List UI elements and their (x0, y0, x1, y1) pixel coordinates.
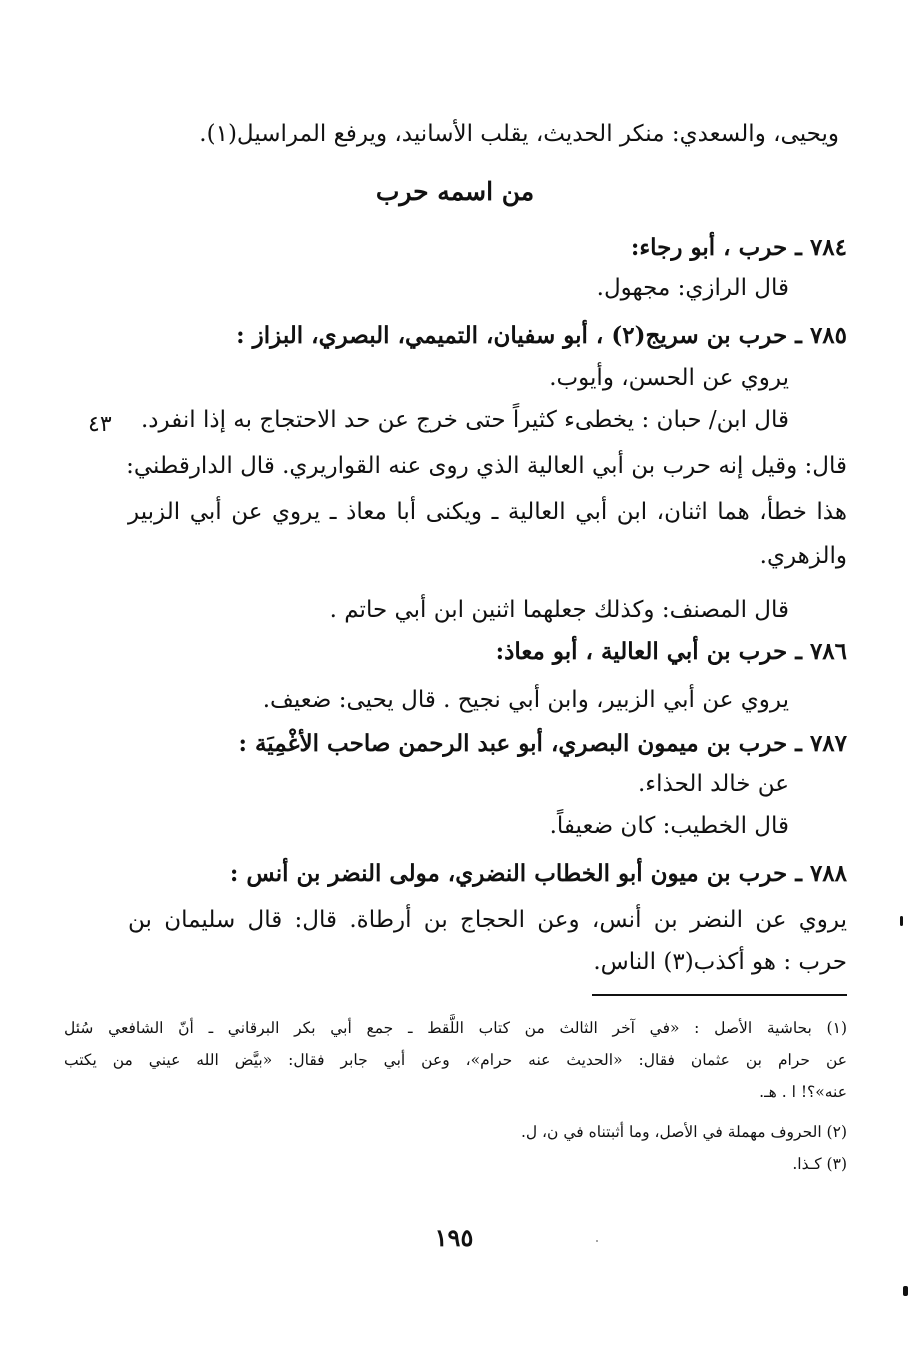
text-line: قال الخطيب: كان ضعيفاً. (549, 813, 789, 839)
footnote-line: (١) بحاشية الأصل : «في آخر الثالث من كتاب اللَّقط ـ جمع أبي بكر البرقاني ـ أنّ الشافعي سُئل (64, 1019, 847, 1037)
footnote-line: عن حرام بن عثمان فقال: «الحديث عنه حرام»، وعن أبي جابر فقال: «بيَّض الله عيني من يكتب (64, 1051, 847, 1069)
text-line: والزهري. (759, 543, 847, 569)
text-line: حرب : هو أكذب(٣) الناس. (593, 949, 847, 975)
footnote-line: (٢) الحروف مهملة في الأصل، وما أثبتناه في ن، ل. (520, 1123, 847, 1141)
text-line: قال الرازي: مجهول. (596, 275, 789, 301)
entry-heading: ٧٨٨ ـ حرب بن ميون أبو الخطاب النضري، مولى النضر بن أنس : (229, 860, 847, 887)
entry-heading: ٧٨٤ ـ حرب ، أبو رجاء: (630, 234, 847, 261)
entry-heading: ٧٨٧ ـ حرب بن ميمون البصري، أبو عبد الرحمن صاحب الأغْمِيَة : (238, 730, 847, 757)
text-line: يروي عن الحسن، وأيوب. (549, 365, 789, 391)
page-number: ١٩٥ (434, 1223, 474, 1252)
footnote-separator (592, 994, 847, 996)
text-line: قال ابن/ حبان : يخطىء كثيراً حتى خرج عن حد الاحتجاج به إذا انفرد. (140, 407, 789, 433)
text-line: هذا خطأ، هما اثنان، ابن أبي العالية ـ ويكنى أبا معاذ ـ يروي عن أبي الزبير (128, 499, 847, 525)
text-line: ويحيى، والسعدي: منكر الحديث، يقلب الأسانيد، ويرفع المراسيل(١). (199, 121, 839, 147)
entry-heading: ٧٨٥ ـ حرب بن سريج(٢) ، أبو سفيان، التميمي، البصري، البزاز : (236, 322, 847, 349)
margin-folio-number: ٤٣ (88, 412, 112, 437)
text-line: يروي عن أبي الزبير، وابن أبي نجيح . قال يحيى: ضعيف. (262, 687, 789, 713)
text-line: يروي عن النضر بن أنس، وعن الحجاج بن أرطاة. قال: قال سليمان بن (128, 907, 847, 933)
text-line: عن خالد الحذاء. (638, 771, 789, 797)
text-line: قال: وقيل إنه حرب بن أبي العالية الذي روى عنه القواريري. قال الدارقطني: (126, 453, 847, 479)
scan-speck (900, 916, 903, 926)
footnote-line: (٣) كـذا. (792, 1155, 847, 1173)
text-line: قال المصنف: وكذلك جعلهما اثنين ابن أبي حاتم . (329, 597, 789, 623)
scan-speck (596, 1240, 598, 1242)
scan-speck (903, 1286, 908, 1296)
section-heading: من اسمه حرب (375, 177, 535, 206)
footnote-line: عنه»؟! ا . هـ. (759, 1083, 847, 1101)
entry-heading: ٧٨٦ ـ حرب بن أبي العالية ، أبو معاذ: (495, 638, 847, 665)
